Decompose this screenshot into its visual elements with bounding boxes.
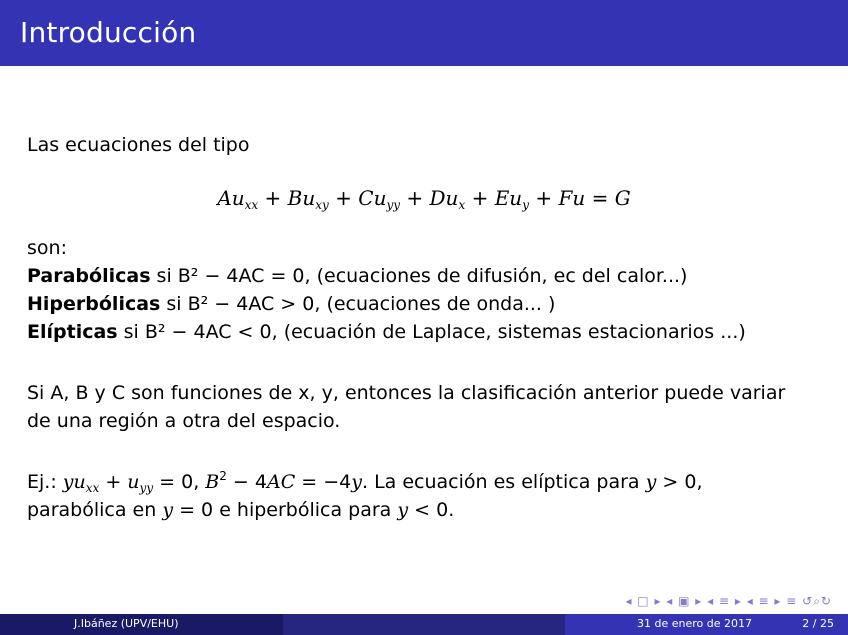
footer-date: 31 de enero de 2017 — [637, 617, 752, 630]
term-elliptic: Elípticas — [27, 321, 118, 343]
footer-date-box — [565, 614, 848, 635]
cond-hyperbolic: si B² − 4AC > 0, — [160, 293, 327, 315]
example-line2: parabólica en y = 0 e hiperbólica para y < 0. — [27, 499, 455, 521]
intro-text: Las ecuaciones del tipo — [27, 134, 250, 156]
nav-doc-icon[interactable]: ◂ ≡ ▸ — [746, 594, 782, 608]
pde-equation: $Au_{xx} + Bu_{xy} + Cu_{yy} + Du_x + Eu_y + Fu = G$ — [217, 186, 631, 212]
beamer-navigation[interactable] — [625, 594, 832, 609]
cond-parabolic: si B² − 4AC = 0, — [150, 265, 317, 287]
example-line1: Ej.: $yu_{xx} + u_{yy} = 0$, $B^2 - 4AC = -4y$. La ecuación es elíptica para y > 0, — [27, 469, 703, 495]
cond-elliptic: si B² − 4AC < 0, — [117, 321, 284, 343]
nav-section-icon[interactable]: ◂ ≡ ▸ — [707, 594, 742, 608]
example-elliptic-text: La ecuación es elíptica para — [374, 471, 640, 493]
footer-author-box — [0, 614, 283, 635]
nav-search-icon[interactable]: ↺⌕↻ — [802, 594, 832, 608]
desc-hyperbolic: (ecuaciones de onda... ) — [326, 293, 556, 315]
para-variation-line1: Si A, B y C son funciones de x, y, entonces la clasificación anterior puede variar — [27, 382, 786, 404]
example-hyperbolic-text: e hiperbólica para — [219, 499, 392, 521]
slide-header — [0, 0, 848, 66]
item-parabolic — [27, 265, 687, 287]
desc-parabolic: (ecuaciones de difusión, ec del calor...) — [316, 265, 688, 287]
footer-author: J.Ibáñez (UPV/EHU) — [74, 617, 179, 630]
para-variation-line2: de una región a otra del espacio. — [27, 410, 341, 432]
desc-elliptic: (ecuación de Laplace, sistemas estacionarios ...) — [283, 321, 746, 343]
term-parabolic: Parabólicas — [27, 265, 151, 287]
term-hyperbolic: Hiperbólicas — [27, 293, 161, 315]
footer-page-number: 2 / 25 — [802, 617, 834, 630]
son-label: son: — [27, 237, 67, 259]
footer-title-box — [283, 614, 565, 635]
nav-frame-icon[interactable]: ◂ □ ▸ — [625, 594, 662, 608]
slide-footer — [0, 614, 848, 635]
item-hyperbolic — [27, 293, 555, 315]
nav-subsection-icon[interactable]: ◂ ▣ ▸ — [666, 594, 703, 608]
nav-align-icon[interactable]: ≡ — [786, 594, 798, 608]
item-elliptic — [27, 321, 746, 343]
slide-title: Introducción — [20, 16, 197, 49]
